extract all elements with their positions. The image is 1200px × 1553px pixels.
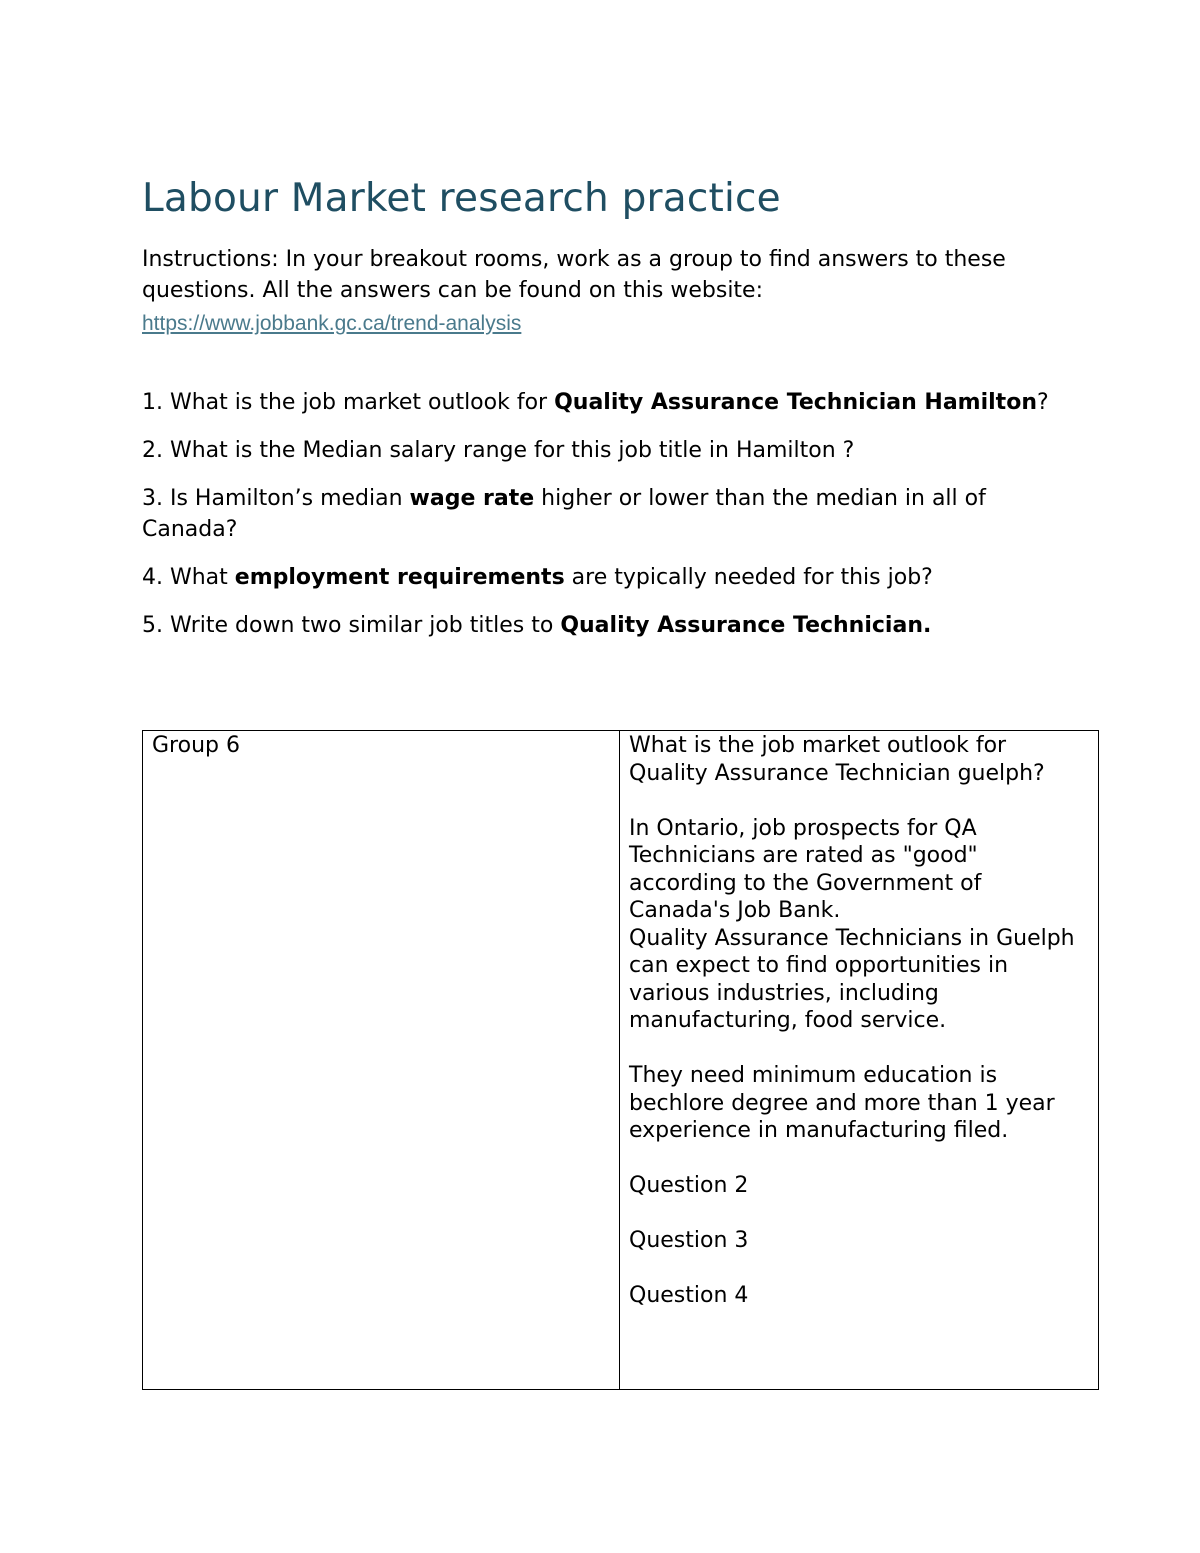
group-cell[interactable]: [143, 731, 620, 1390]
question-1: 1. What is the job market outlook for Quality Assurance Technician Hamilton?: [142, 390, 1049, 415]
answer-requirements: They need minimum education is bechlore degree and more than 1 year experience in manufacturing filed.: [629, 1063, 1055, 1143]
answer-outlook-ontario: In Ontario, job prospects for QA Technicians are rated as "good" according to the Government of Canada's Job Bank.: [629, 815, 982, 923]
question-3: 3. Is Hamilton’s median wage rate higher or lower than the median in all of Canada?: [142, 486, 986, 542]
question-list: [142, 387, 1060, 641]
instructions-text: Instructions: In your breakout rooms, work as a group to find answers to these questions. All the answers can be found on this website:: [142, 247, 1006, 303]
answer-outlook: [629, 815, 1089, 1035]
question-2: 2. What is the Median salary range for this job title in Hamilton ?: [142, 438, 855, 463]
trend-analysis-link[interactable]: https://www.jobbank.gc.ca/trend-analysis: [142, 312, 522, 335]
document-page: [142, 172, 1060, 658]
group-label: Group 6: [152, 733, 240, 758]
question-4-placeholder: Question 4: [629, 1283, 749, 1308]
answer-outlook-guelph: Quality Assurance Technicians in Guelph can expect to find opportunities in various industries, including manufacturing, food service.: [629, 925, 1075, 1033]
question-5: 5. Write down two similar job titles to Quality Assurance Technician.: [142, 613, 932, 638]
page-title: Labour Market research practice: [142, 176, 781, 221]
answer-question: What is the job market outlook for Quality Assurance Technician guelph?: [629, 733, 1045, 786]
question-2-placeholder: Question 2: [629, 1173, 749, 1198]
question-3-placeholder: Question 3: [629, 1228, 749, 1253]
question-4: 4. What employment requirements are typically needed for this job?: [142, 565, 933, 590]
table-row: [143, 731, 1099, 1390]
answer-table: [142, 730, 1099, 1390]
answer-cell[interactable]: [620, 731, 1099, 1390]
